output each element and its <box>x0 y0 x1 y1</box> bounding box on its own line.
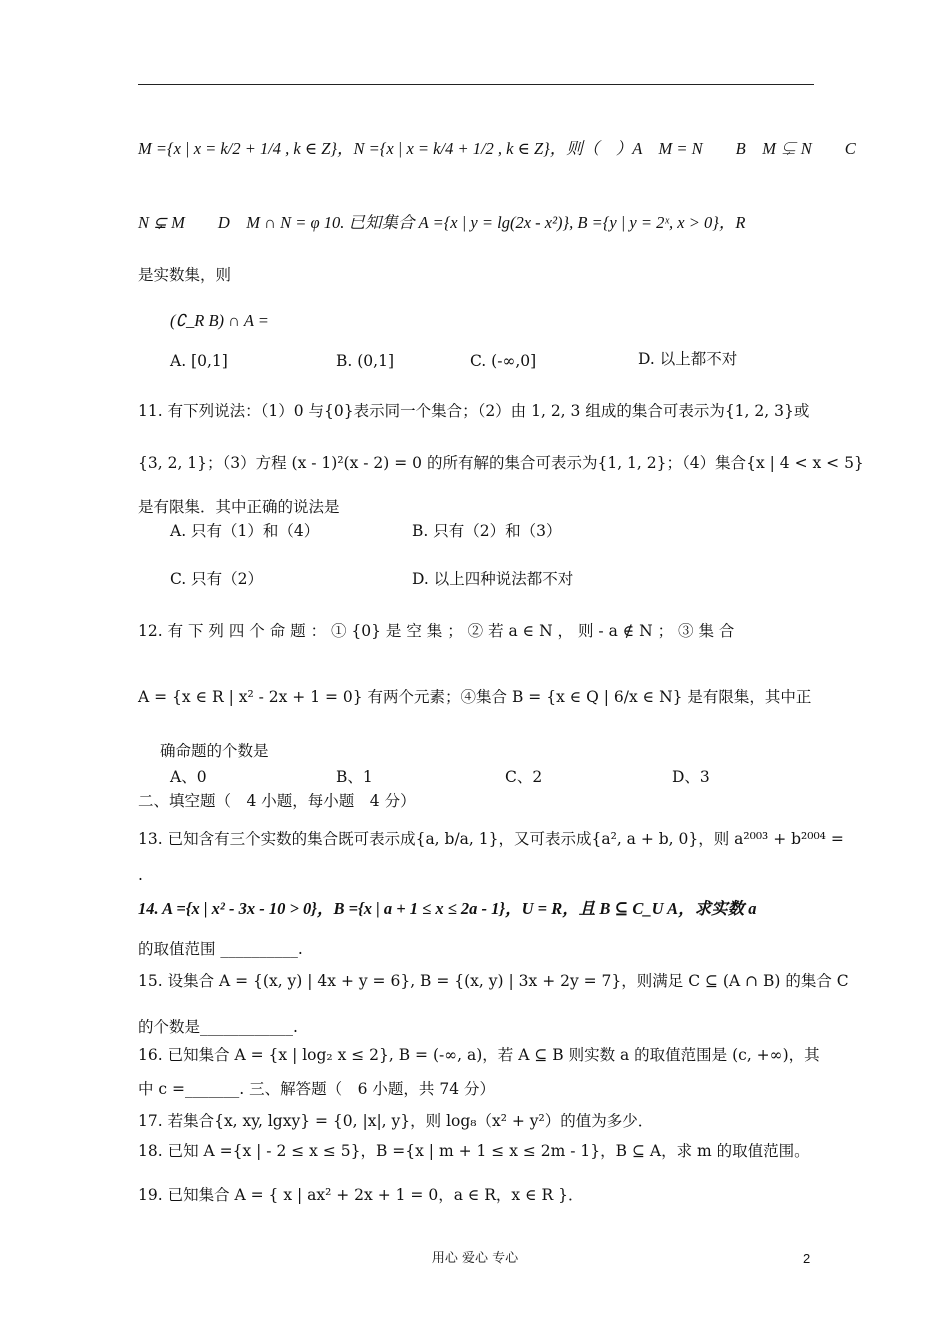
question-16-blank-and-section-3: 中 c =_______. 三、解答题（ 6 小题，共 74 分） <box>138 1080 495 1098</box>
question-13-end: . <box>138 866 143 884</box>
section-2-heading: 二、填空题（ 4 小题，每小题 4 分） <box>138 792 416 810</box>
q10-option-b: B. (0,1] <box>336 352 394 370</box>
page-footer: 用心 爱心 专心 <box>431 1251 519 1266</box>
question-19-line: 19. 已知集合 A = { x | ax² + 2x + 1 = 0，a ∈ R，x ∈ R }． <box>138 1186 584 1204</box>
question-11-line-2: {3, 2, 1}；（3）方程 (x - 1)²(x - 2) = 0 的所有解的集合可表示为{1, 1, 2}；（4）集合{x | 4 < x < 5} <box>138 454 864 472</box>
q12-option-c: C、2 <box>505 768 543 786</box>
question-11-line-3: 是有限集．其中正确的说法是 <box>138 498 340 516</box>
question-12-line-2: A = {x ∈ R | x² - 2x + 1 = 0} 有两个元素；④集合 B = {x ∈ Q | 6/x ∈ N} 是有限集，其中正 <box>138 688 812 706</box>
question-10-text: 是实数集，则 <box>138 266 232 284</box>
q10-option-a: A. [0,1] <box>170 352 228 370</box>
q12-option-a: A、0 <box>170 768 207 786</box>
question-14-blank: 的取值范围 __________. <box>138 940 303 958</box>
question-11-line-1: 11. 有下列说法：（1）0 与{0}表示同一个集合；（2）由 1, 2, 3 组成的集合可表示为{1, 2, 3}或 <box>138 402 810 420</box>
question-15-line: 15. 设集合 A = {(x, y) | 4x + y = 6}, B = {(x, y) | 3x + 2y = 7}，则满足 C ⊆ (A ∩ B) 的集合 C <box>138 972 849 990</box>
question-15-blank: 的个数是____________. <box>138 1018 298 1036</box>
question-16-line: 16. 已知集合 A = {x | log₂ x ≤ 2}, B = (-∞, a)，若 A ⊆ B 则实数 a 的取值范围是 (c, +∞)，其 <box>138 1046 820 1064</box>
question-10-line: N ⊊ M D M ∩ N = φ 10. 已知集合 A ={x | y = lg(2x - x²)}, B ={y | y = 2ˣ, x > 0}，R <box>138 213 746 232</box>
question-10-expression: (∁_R B) ∩ A = <box>170 311 269 330</box>
question-9-line: M ={x | x = k/2 + 1/4 , k ∈ Z}，N ={x | x = k/4 + 1/2 , k ∈ Z}，则（ ）A M = N B M ⊊ N C <box>138 139 856 158</box>
q11-option-b: B. 只有（2）和（3） <box>412 522 562 540</box>
q11-option-a: A. 只有（1）和（4） <box>170 522 320 540</box>
q11-option-d: D. 以上四种说法都不对 <box>412 570 574 588</box>
q11-option-c: C. 只有（2） <box>170 570 264 588</box>
question-18-line: 18. 已知 A ={x | - 2 ≤ x ≤ 5}，B ={x | m + 1 ≤ x ≤ 2m - 1}，B ⊆ A，求 m 的取值范围。 <box>138 1142 810 1160</box>
question-12-line-3: 确命题的个数是 <box>160 742 269 760</box>
question-17-line: 17. 若集合{x, xy, lgxy} = {0, |x|, y}，则 log₈（x² + y²）的值为多少． <box>138 1112 654 1130</box>
question-14-line: 14. A ={x | x² - 3x - 10 > 0}，B ={x | a + 1 ≤ x ≤ 2a - 1}，U = R，且 B ⊆ C_U A，求实数 a <box>138 899 757 918</box>
q10-option-c: C. (-∞,0] <box>470 352 537 370</box>
question-13-line: 13. 已知含有三个实数的集合既可表示成{a, b/a, 1}，又可表示成{a², a + b, 0}，则 a²⁰⁰³ + b²⁰⁰⁴ = <box>138 830 844 848</box>
q12-option-b: B、1 <box>336 768 373 786</box>
question-12-line-1: 12. 有 下 列 四 个 命 题 ： ① {0} 是 空 集 ； ② 若 a ∈ N ， 则 - a ∉ N ； ③ 集 合 <box>138 622 735 640</box>
page-number: 2 <box>803 1251 811 1266</box>
q12-option-d: D、3 <box>672 768 710 786</box>
header-rule <box>138 84 814 85</box>
q10-option-d: D. 以上都不对 <box>638 350 738 368</box>
